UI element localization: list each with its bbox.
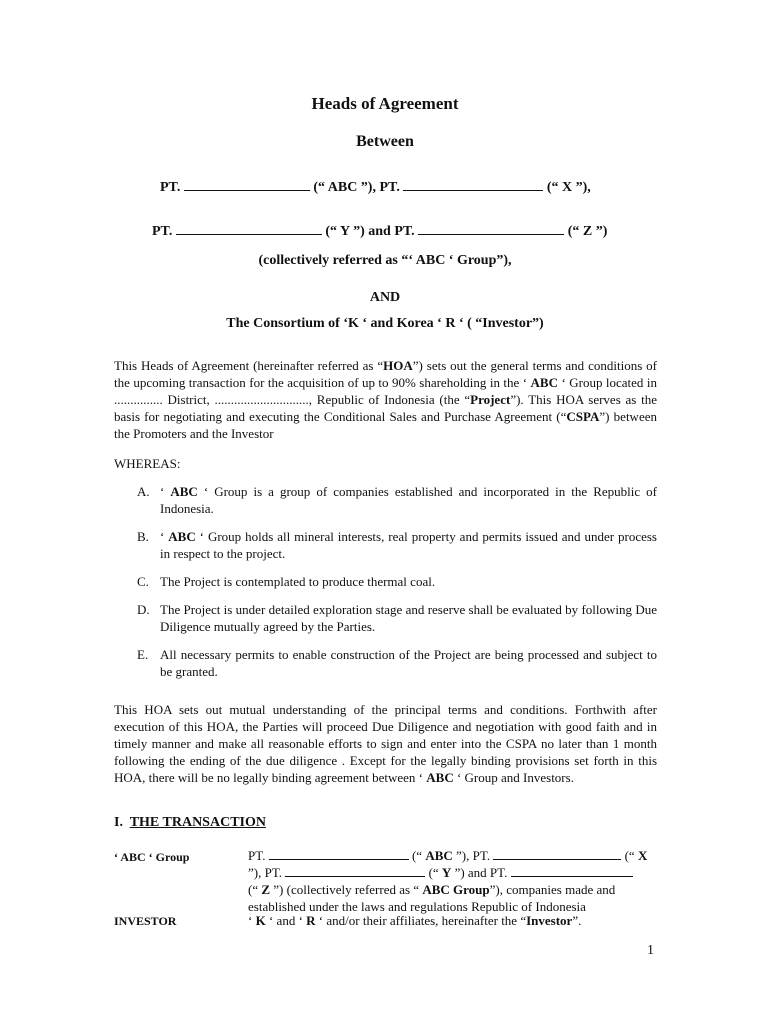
pt-label: PT. bbox=[160, 180, 181, 195]
whereas-heading: WHEREAS: bbox=[114, 456, 181, 471]
list-item: B. ‘ ABC ‘ Group holds all mineral interests, real property and permits issued and under process in respect to the project. bbox=[137, 529, 657, 561]
parties-line-1 bbox=[160, 178, 591, 196]
abc-group-definition: PT. (“ ABC ”), PT. (“ X ”), PT. (“ Y ”) and PT. (“ Z ”) (collectively referred as “ ABC Group”), companies made and established under the laws and regulations Republic of Indonesia bbox=[248, 848, 648, 914]
recitals-list bbox=[137, 483, 657, 691]
abc-group-label: ‘ ABC ‘ Group bbox=[114, 850, 190, 864]
parties-line-2 bbox=[152, 222, 607, 240]
blank-field bbox=[285, 864, 425, 877]
investor-label: INVESTOR bbox=[114, 914, 177, 928]
investor-definition: ‘ K ‘ and ‘ R ‘ and/or their affiliates, hereinafter the “Investor”. bbox=[248, 913, 582, 928]
pt-label: PT. bbox=[152, 224, 173, 239]
list-item: E. All necessary permits to enable construction of the Project are being processed and subject to be granted. bbox=[137, 647, 657, 679]
intro-paragraph: This Heads of Agreement (hereinafter referred as “HOA”) sets out the general terms and conditions of the upcoming transaction for the acquisition of up to 90% shareholding in the ‘ ABC ‘ Group located in ............... District, ............................., Republic of Indonesia (the “Project”). This HOA serves as the basis for negotiating and executing the Conditional Sales and Purchase Agreement (“CSPA”) between the Promoters and the Investor bbox=[114, 358, 657, 441]
abc-party: (“ ABC ”), PT. bbox=[313, 180, 400, 195]
blank-field bbox=[511, 864, 633, 877]
blank-field bbox=[176, 222, 322, 235]
understanding-paragraph: This HOA sets out mutual understanding of the principal terms and conditions. Forthwith after execution of this HOA, the Parties will proceed Due Diligence and negotiation with good faith and in timely manner and make all reasonable efforts to sign and enter into the CSPA no later than 1 month following the ending of the due diligence . Except for the legally binding provisions set forth in this HOA, there will be no legally binding agreement between ‘ ABC ‘ Group and Investors. bbox=[114, 702, 657, 785]
consortium-line: The Consortium of ‘K ‘ and Korea ‘ R ‘ ( “Investor”) bbox=[226, 316, 544, 331]
section-heading: I. THE TRANSACTION bbox=[114, 815, 266, 830]
between-heading: Between bbox=[356, 133, 414, 150]
page-number: 1 bbox=[647, 943, 654, 958]
z-party: (“ Z ”) bbox=[567, 224, 608, 239]
y-party: (“ Y ”) and PT. bbox=[325, 224, 415, 239]
document-title: Heads of Agreement bbox=[311, 94, 459, 113]
blank-field bbox=[403, 178, 543, 191]
collectively-line: (collectively referred as “‘ ABC ‘ Group”), bbox=[258, 253, 512, 268]
list-item: D. The Project is under detailed exploration stage and reserve shall be evaluated by following Due Diligence mutually agreed by the Parties. bbox=[137, 602, 657, 634]
x-party: (“ X ”), bbox=[546, 180, 591, 195]
blank-field bbox=[493, 847, 621, 860]
blank-field bbox=[184, 178, 310, 191]
blank-field bbox=[418, 222, 564, 235]
blank-field bbox=[269, 847, 409, 860]
list-item: C. The Project is contemplated to produce thermal coal. bbox=[137, 574, 436, 589]
list-item: A. ‘ ABC ‘ Group is a group of companies established and incorporated in the Republic of Indonesia. bbox=[137, 484, 657, 516]
and-heading: AND bbox=[369, 290, 401, 305]
